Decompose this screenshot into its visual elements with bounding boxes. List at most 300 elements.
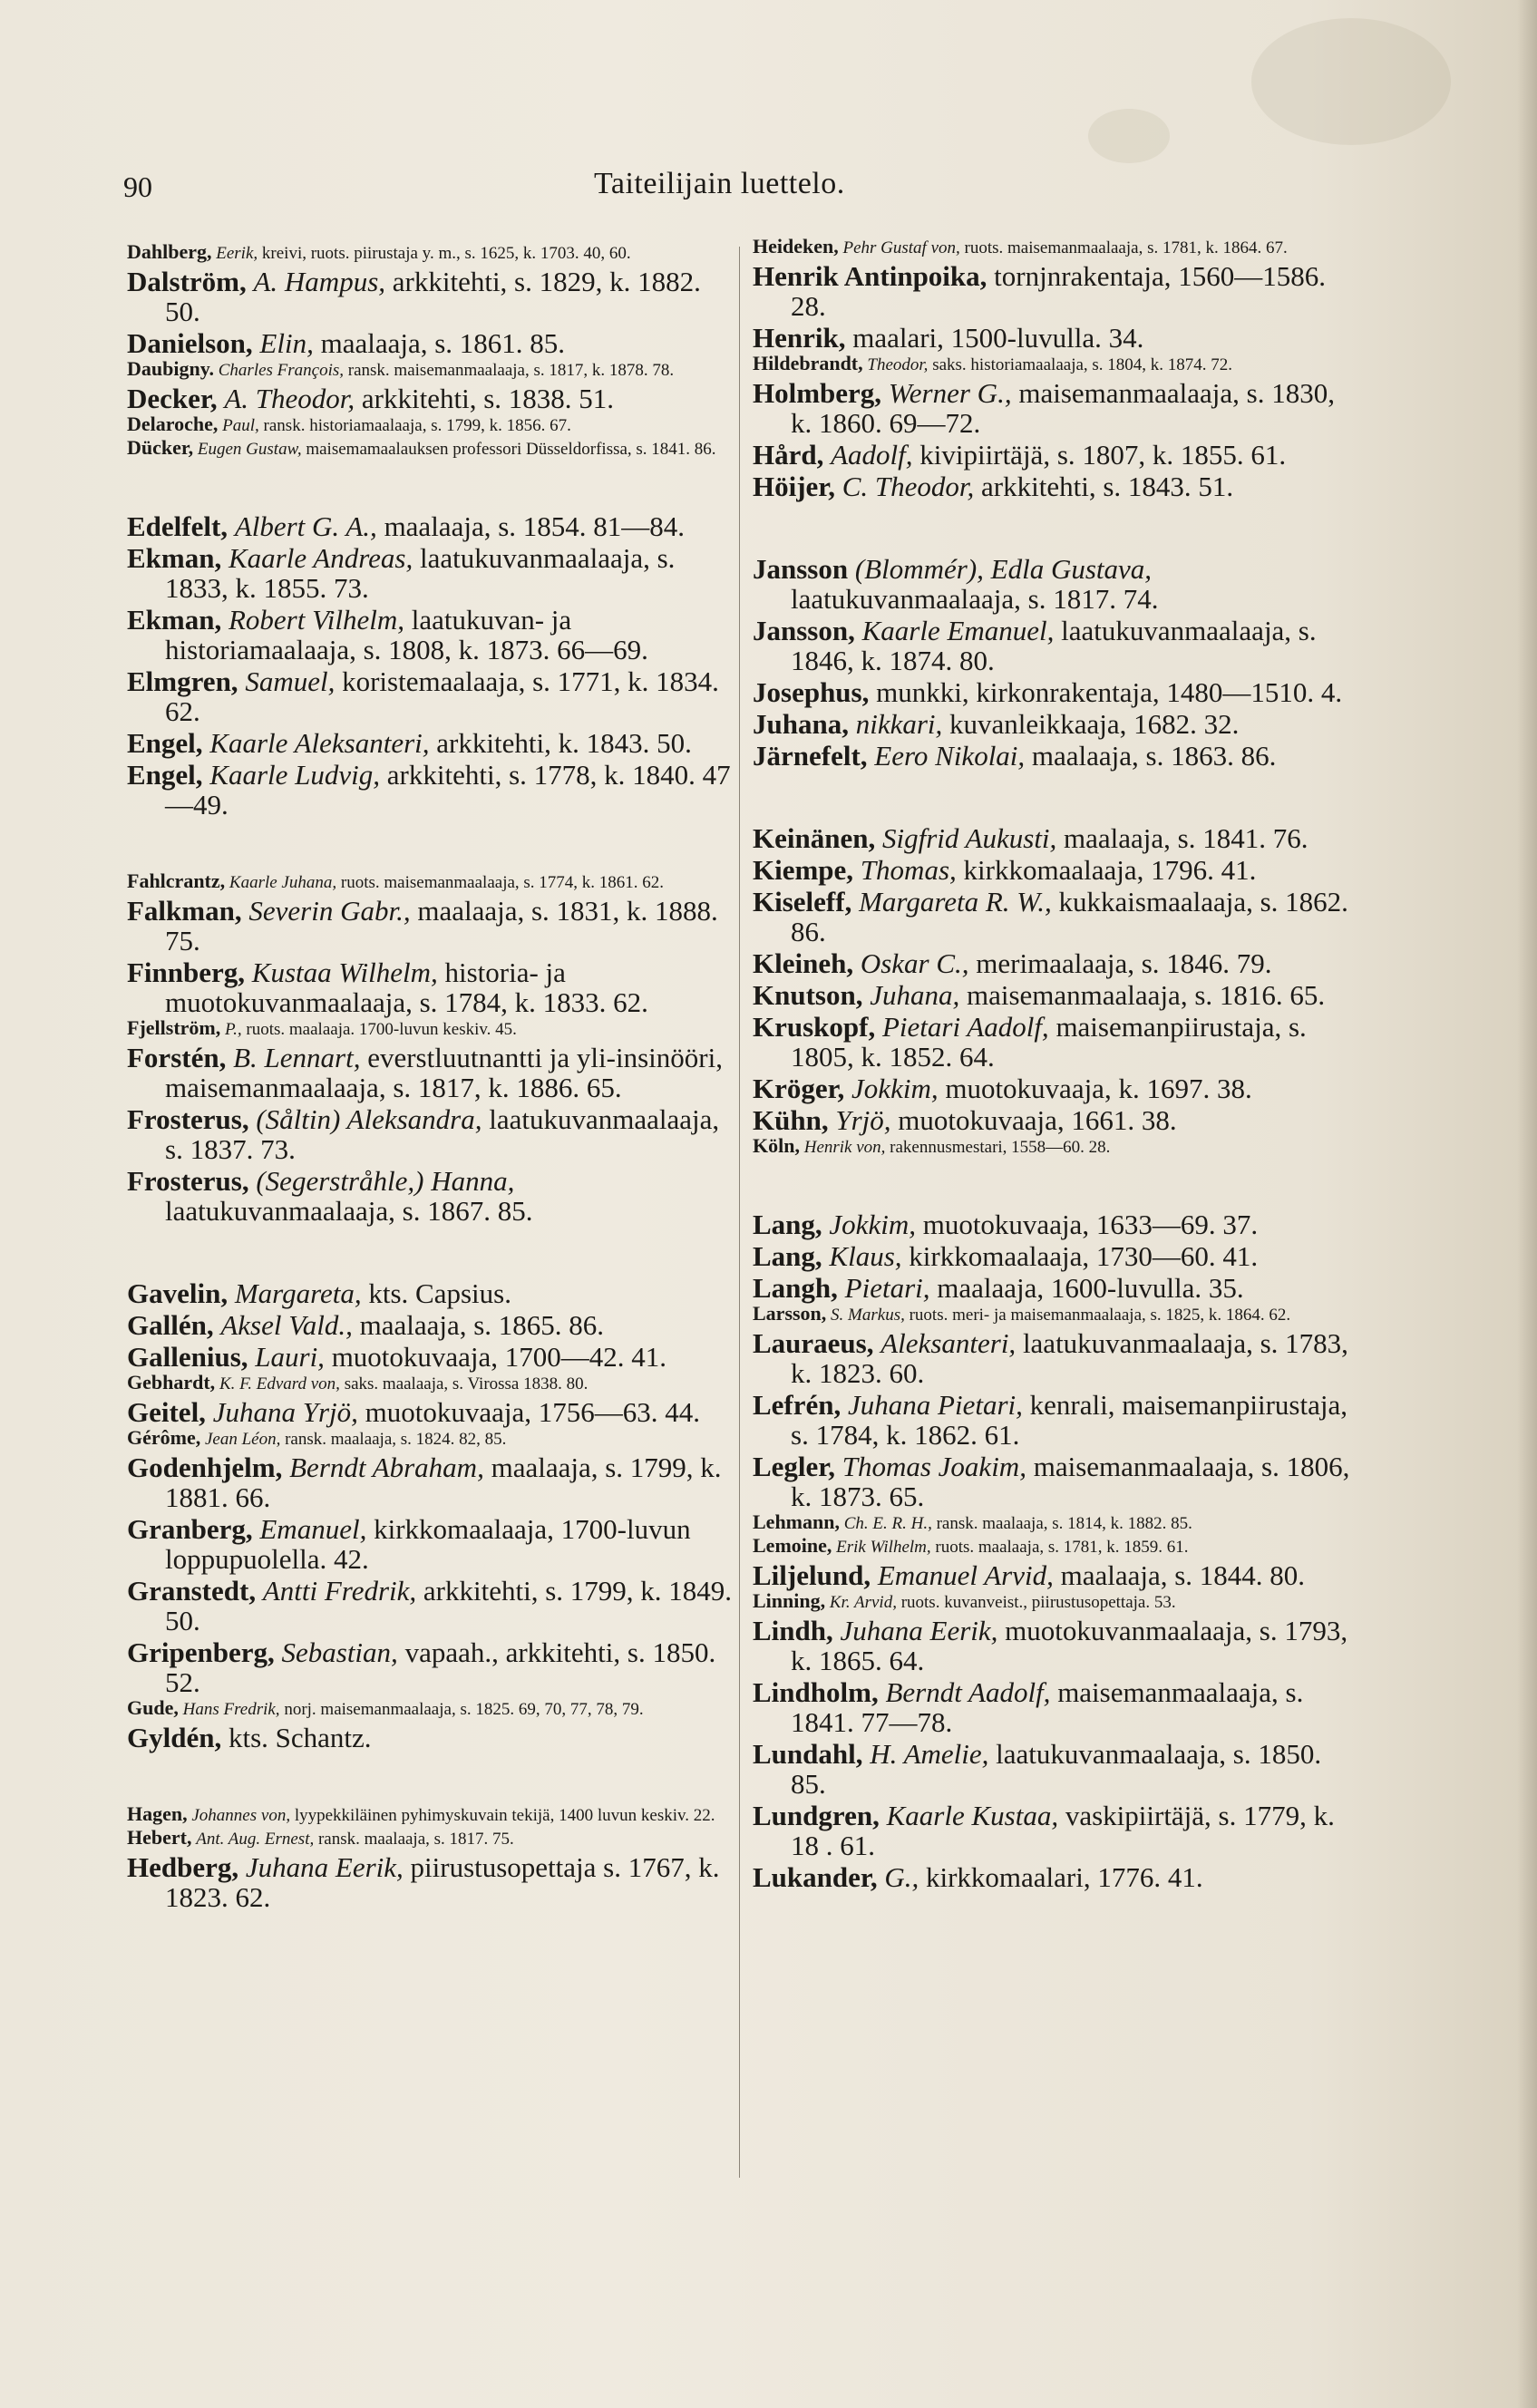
entry-surname: Delaroche, (127, 413, 219, 435)
entry-given-name: Kustaa Wilhelm, (251, 956, 438, 988)
entry-detail: kts. Capsius. (368, 1277, 511, 1309)
entry-surname: Lehmann, (753, 1510, 840, 1533)
index-entry (753, 1739, 1358, 1799)
entry-detail: laatukuvanmaalaaja, s. 1867. 85. (165, 1195, 533, 1227)
index-entry (753, 1616, 1358, 1675)
entry-surname: Fjellström, (127, 1016, 221, 1039)
entry-given-name: Aadolf, (831, 439, 913, 471)
letter-group (753, 235, 1358, 502)
entry-detail: laatukuvanmaalaaja, s. 1850. 85. (791, 1738, 1322, 1800)
entry-surname: Hildebrandt, (753, 352, 863, 374)
entry-surname: Geitel, (127, 1396, 206, 1428)
letter-group (127, 240, 733, 459)
paper-stain (1088, 109, 1170, 163)
entry-given-name: (Såltin) Aleksandra, (256, 1103, 482, 1135)
entry-detail: arkkitehti, s. 1778, k. 1840. 47—49. (165, 759, 731, 820)
entry-detail: arkkitehti, s. 1829, k. 1882. 50. (165, 266, 701, 327)
entry-detail: kirkkomaalaaja, 1700-luvun loppupuolella. 42. (165, 1513, 691, 1575)
entry-surname: Dahlberg, (127, 240, 212, 263)
index-entry (127, 1342, 733, 1372)
index-entry (127, 869, 733, 892)
letter-group (127, 869, 733, 1227)
entry-detail: muotokuvaaja, 1661. 38. (898, 1104, 1177, 1136)
entry-surname: Keinänen, (753, 822, 876, 854)
index-entry (753, 980, 1358, 1010)
entry-given-name: Emanuel, (259, 1513, 367, 1545)
index-entry (127, 1426, 733, 1449)
entry-surname: Lemoine, (753, 1534, 832, 1557)
index-entry (753, 1510, 1358, 1533)
entry-given-name: Kaarle Andreas, (228, 542, 413, 574)
entry-surname: Ekman, (127, 542, 222, 574)
index-entry (127, 605, 733, 665)
entry-given-name: Ant. Aug. Ernest, (196, 1830, 315, 1849)
entry-given-name: Thomas Joakim, (841, 1451, 1026, 1482)
index-entry (753, 1534, 1358, 1557)
index-entry (127, 1514, 733, 1574)
index-entry (753, 1560, 1358, 1590)
entry-surname: Lundahl, (753, 1738, 863, 1770)
entry-detail: maalaaja, s. 1831, k. 1888. 75. (165, 895, 718, 956)
index-entry (753, 855, 1358, 885)
index-entry (753, 1209, 1358, 1239)
entry-detail: ransk. maalaaja, s. 1814, k. 1882. 85. (936, 1514, 1192, 1533)
entry-detail: maalaaja, 1600-luvulla. 35. (937, 1272, 1244, 1304)
entry-surname: Jansson (753, 553, 849, 585)
entry-detail: munkki, kirkonrakentaja, 1480—1510. 4. (876, 676, 1343, 708)
entry-given-name: Hans Fredrik, (182, 1700, 280, 1719)
index-entry (753, 1273, 1358, 1303)
entry-detail: arkkitehti, s. 1799, k. 1849. 50. (165, 1575, 733, 1636)
entry-detail: kenrali, maisemanpiirustaja, s. 1784, k. 1862. 61. (791, 1389, 1347, 1451)
index-entry (127, 728, 733, 758)
entry-detail: ransk. maalaaja, s. 1817. 75. (317, 1830, 514, 1849)
entry-surname: Köln, (753, 1134, 800, 1157)
entry-given-name: G., (884, 1861, 919, 1893)
entry-surname: Langh, (753, 1272, 838, 1304)
entry-given-name: Kaarle Juhana, (229, 873, 337, 892)
entry-detail: ruots. kuvanveist., piirustusopettaja. 53. (900, 1593, 1176, 1612)
entry-detail: laatukuvanmaalaaja, s. 1817. 74. (791, 583, 1159, 615)
entry-given-name: Pehr Gustaf von, (842, 238, 960, 257)
right-column (753, 235, 1358, 1945)
entry-surname: Juhana, (753, 708, 849, 740)
entry-surname: Lefrén, (753, 1389, 841, 1421)
index-entry (127, 1576, 733, 1636)
entry-detail: kirkkomaalari, 1776. 41. (925, 1861, 1203, 1893)
paper-stain (1251, 18, 1451, 145)
entry-given-name: Jean Léon, (204, 1430, 281, 1449)
letter-group (127, 1278, 733, 1753)
index-entry (753, 261, 1358, 321)
entry-surname: Granberg, (127, 1513, 253, 1545)
entry-surname: Engel, (127, 759, 203, 791)
running-title: Taiteilijain luettelo. (594, 167, 845, 200)
index-entry (127, 436, 733, 459)
entry-detail: arkkitehti, s. 1843. 51. (981, 471, 1234, 502)
index-entry (753, 1589, 1358, 1612)
entry-given-name: Werner G., (888, 377, 1012, 409)
entry-given-name: Elin, (259, 327, 314, 359)
entry-given-name: Kr. Arvid, (829, 1593, 897, 1612)
left-column (127, 240, 733, 1965)
entry-given-name: Kaarle Aleksanteri, (209, 727, 430, 759)
entry-detail: saks. maalaaja, s. Virossa 1838. 80. (344, 1374, 589, 1393)
entry-given-name: Oskar C., (860, 947, 969, 979)
entry-given-name: Pietari Aadolf, (881, 1011, 1049, 1043)
entry-surname: Decker, (127, 383, 218, 414)
entry-detail: laatukuvan- ja historiamaalaaja, s. 1808, k. 1873. 66—69. (165, 604, 648, 665)
entry-surname: Fahlcrantz, (127, 869, 226, 892)
entry-detail: maalaaja, s. 1841. 76. (1064, 822, 1308, 854)
entry-surname: Ekman, (127, 604, 222, 636)
entry-given-name: A. Hampus, (253, 266, 386, 297)
entry-surname: Liljelund, (753, 1559, 871, 1591)
entry-surname: Lindholm, (753, 1676, 879, 1708)
entry-surname: Larsson, (753, 1302, 827, 1325)
index-entry (753, 1073, 1358, 1103)
index-entry (127, 543, 733, 603)
entry-given-name: Charles François, (218, 361, 345, 380)
index-entry (753, 378, 1358, 438)
index-entry (753, 709, 1358, 739)
entry-surname: Frosterus, (127, 1103, 249, 1135)
entry-given-name: (Blommér), Edla Gustava, (854, 553, 1153, 585)
entry-given-name: Sebastian, (281, 1636, 398, 1668)
entry-given-name: K. F. Edvard von, (219, 1374, 340, 1393)
entry-detail: arkkitehti, k. 1843. 50. (436, 727, 692, 759)
letter-group (127, 1802, 733, 1913)
entry-given-name: Erik Wilhelm, (836, 1538, 931, 1557)
entry-given-name: Juhana Yrjö, (212, 1396, 358, 1428)
entry-surname: Dalström, (127, 266, 247, 297)
index-entry (127, 1016, 733, 1039)
index-entry (127, 1278, 733, 1308)
entry-surname: Lundgren, (753, 1800, 880, 1831)
index-entry (753, 948, 1358, 978)
index-entry (753, 354, 1358, 374)
entry-given-name: Margareta, (234, 1277, 362, 1309)
entry-given-name: Pietari, (844, 1272, 930, 1304)
entry-surname: Linning, (753, 1589, 826, 1612)
entry-surname: Jansson, (753, 615, 855, 646)
entry-given-name: H. Amelie, (870, 1738, 989, 1770)
entry-given-name: Antti Fredrik, (262, 1575, 417, 1607)
index-entry (127, 1696, 733, 1719)
index-entry (753, 1302, 1358, 1325)
entry-detail: ruots. maalaaja. 1700-luvun keskiv. 45. (246, 1020, 517, 1039)
index-entry (753, 1452, 1358, 1511)
entry-detail: muotokuvaaja, 1633—69. 37. (922, 1209, 1259, 1240)
entry-detail: maisemanmaalaaja, s. 1816. 65. (967, 979, 1326, 1011)
entry-surname: Godenhjelm, (127, 1452, 283, 1483)
entry-surname: Gripenberg, (127, 1636, 275, 1668)
page-number: 90 (123, 170, 152, 203)
letter-group (753, 823, 1358, 1157)
entry-surname: Hebert, (127, 1826, 192, 1849)
entry-detail: kirkkomaalaaja, 1730—60. 41. (909, 1240, 1259, 1272)
index-entry (753, 440, 1358, 470)
entry-given-name: Sigfrid Aukusti, (881, 822, 1057, 854)
index-entry (127, 511, 733, 541)
page-header (0, 167, 1537, 212)
entry-surname: Höijer, (753, 471, 835, 502)
entry-detail: vapaah., arkkitehti, s. 1850. 52. (165, 1636, 716, 1698)
letter-group (753, 554, 1358, 771)
entry-detail: laatukuvanmaalaaja, s. 1783, k. 1823. 60. (791, 1327, 1348, 1389)
entry-detail: muotokuvanmaalaaja, s. 1793, k. 1865. 64. (791, 1615, 1348, 1676)
entry-surname: Granstedt, (127, 1575, 257, 1607)
index-entry (753, 1677, 1358, 1737)
entry-surname: Legler, (753, 1451, 835, 1482)
entry-surname: Daubigny. (127, 357, 214, 380)
entry-detail: vaskipiirtäjä, s. 1779, k. 18 . 61. (791, 1800, 1335, 1861)
entry-surname: Gérôme, (127, 1426, 201, 1449)
index-entry (127, 384, 733, 413)
index-entry (753, 235, 1358, 257)
index-entry (753, 1801, 1358, 1860)
index-entry (127, 957, 733, 1017)
entry-given-name: Samuel, (245, 665, 336, 697)
entry-detail: laatukuvanmaalaaja, s. 1837. 73. (165, 1103, 720, 1165)
entry-given-name: nikkari, (855, 708, 943, 740)
index-entry (753, 616, 1358, 675)
entry-detail: muotokuvaaja, k. 1697. 38. (945, 1073, 1252, 1104)
entry-given-name: Lauri, (255, 1341, 325, 1373)
entry-surname: Knutson, (753, 979, 863, 1011)
entry-given-name: Thomas, (860, 854, 957, 886)
entry-surname: Hedberg, (127, 1851, 239, 1883)
entry-given-name: A. Theodor, (224, 383, 355, 414)
entry-surname: Edelfelt, (127, 510, 229, 542)
entry-given-name: Jokkim, (829, 1209, 916, 1240)
entry-surname: Hård, (753, 439, 824, 471)
entry-surname: Kiseleff, (753, 886, 852, 918)
index-entry (127, 1371, 733, 1393)
letter-group (127, 511, 733, 820)
entry-given-name: P., (224, 1020, 242, 1039)
entry-given-name: Margareta R. W., (859, 886, 1052, 918)
entry-surname: Josephus, (753, 676, 870, 708)
index-entry (127, 1397, 733, 1427)
entry-surname: Hagen, (127, 1802, 188, 1825)
index-entry (753, 471, 1358, 501)
entry-surname: Gyldén, (127, 1722, 222, 1753)
entry-detail: maalaaja, s. 1861. 85. (320, 327, 566, 359)
entry-surname: Lukander, (753, 1861, 878, 1893)
entry-surname: Kruskopf, (753, 1011, 876, 1043)
entry-detail: laatukuvanmaalaaja, s. 1846, k. 1874. 80. (791, 615, 1317, 676)
index-entry (127, 328, 733, 358)
entry-detail: koristemaalaaja, s. 1771, k. 1834. 62. (165, 665, 719, 727)
index-entry (127, 357, 733, 380)
index-entry (753, 323, 1358, 353)
entry-surname: Engel, (127, 727, 203, 759)
entry-detail: maalaaja, s. 1799, k. 1881. 66. (165, 1452, 722, 1513)
entry-detail: ransk. maisemanmaalaaja, s. 1817, k. 1878. 78. (347, 361, 675, 380)
index-entry (753, 1241, 1358, 1271)
entry-detail: ruots. maisemanmaalaaja, s. 1781, k. 1864. 67. (964, 238, 1288, 257)
entry-surname: Kühn, (753, 1104, 829, 1136)
index-entry (753, 887, 1358, 947)
entry-detail: kts. Schantz. (228, 1722, 372, 1753)
entry-detail: kuvanleikkaaja, 1682. 32. (949, 708, 1240, 740)
index-entry (127, 1723, 733, 1753)
entry-given-name: Juhana Eerik, (840, 1615, 998, 1646)
entry-given-name: Juhana Pietari, (848, 1389, 1023, 1421)
entry-surname: Gebhardt, (127, 1371, 216, 1393)
entry-given-name: Albert G. A., (234, 510, 377, 542)
entry-given-name: Eero Nikolai, (874, 740, 1026, 772)
index-entry (753, 741, 1358, 771)
entry-given-name: Severin Gabr., (248, 895, 411, 927)
index-entry (127, 1310, 733, 1340)
entry-surname: Finnberg, (127, 956, 246, 988)
letter-group (753, 1209, 1358, 1892)
entry-detail: maalaaja, s. 1844. 80. (1060, 1559, 1306, 1591)
entry-detail: muotokuvaaja, 1756—63. 44. (365, 1396, 700, 1428)
entry-detail: ruots. meri- ja maisemanmaalaaja, s. 1825, k. 1864. 62. (909, 1306, 1291, 1325)
entry-detail: muotokuvaaja, 1700—42. 41. (331, 1341, 667, 1373)
index-entry (753, 1012, 1358, 1072)
entry-given-name: Yrjö, (835, 1104, 891, 1136)
entry-given-name: Jokkim, (851, 1073, 939, 1104)
entry-given-name: Eerik, (216, 244, 258, 263)
entry-detail: maalaaja, s. 1863. 86. (1031, 740, 1277, 772)
entry-detail: lyypekkiläinen pyhimyskuvain tekijä, 1400 luvun keskiv. 22. (294, 1806, 715, 1825)
entry-given-name: Aksel Vald., (220, 1309, 353, 1341)
entry-surname: Henrik, (753, 322, 846, 354)
entry-detail: laatukuvanmaalaaja, s. 1833, k. 1855. 73. (165, 542, 676, 604)
entry-surname: Falkman, (127, 895, 242, 927)
index-entry (127, 415, 733, 435)
entry-surname: Lang, (753, 1209, 822, 1240)
entry-given-name: Robert Vilhelm, (228, 604, 404, 636)
index-entry (753, 1862, 1358, 1892)
entry-surname: Kröger, (753, 1073, 845, 1104)
entry-surname: Heideken, (753, 235, 839, 257)
index-entry (753, 554, 1358, 614)
entry-surname: Danielson, (127, 327, 253, 359)
entry-surname: Holmberg, (753, 377, 882, 409)
entry-detail: merimaalaaja, s. 1846. 79. (976, 947, 1272, 979)
index-entry (753, 1390, 1358, 1450)
index-entry (753, 1328, 1358, 1388)
entry-given-name: (Segerstråhle,) Hanna, (256, 1165, 515, 1197)
entry-surname: Järnefelt, (753, 740, 868, 772)
entry-given-name: Ch. E. R. H., (843, 1514, 932, 1533)
entry-detail: rakennusmestari, 1558—60. 28. (890, 1138, 1111, 1157)
entry-detail: norj. maisemanmaalaaja, s. 1825. 69, 70, 77, 78, 79. (284, 1700, 644, 1719)
index-entry (753, 823, 1358, 853)
page-spine-shadow (1517, 0, 1537, 2408)
entry-detail: ruots. maisemanmaalaaja, s. 1774, k. 1861. 62. (340, 873, 665, 892)
index-entry (127, 1637, 733, 1697)
entry-given-name: Aleksanteri, (880, 1327, 1017, 1359)
entry-given-name: C. Theodor, (841, 471, 975, 502)
entry-given-name: Juhana Eerik, (245, 1851, 404, 1883)
entry-given-name: Johannes von, (191, 1806, 291, 1825)
entry-given-name: Eugen Gustaw, (197, 440, 302, 459)
entry-surname: Elmgren, (127, 665, 238, 697)
entry-detail: historia- ja muotokuvanmaalaaja, s. 1784, k. 1833. 62. (165, 956, 648, 1018)
index-entry (127, 1452, 733, 1512)
entry-surname: Henrik Antinpoika, (753, 260, 987, 292)
entry-given-name: Theodor, (867, 355, 929, 374)
entry-given-name: B. Lennart, (233, 1042, 361, 1073)
entry-given-name: Kaarle Kustaa, (886, 1800, 1059, 1831)
entry-surname: Lang, (753, 1240, 822, 1272)
column-divider (739, 247, 740, 2178)
entry-given-name: Henrik von, (803, 1138, 886, 1157)
entry-detail: kreivi, ruots. piirustaja y. m., s. 1625, k. 1703. 40, 60. (261, 244, 631, 263)
entry-detail: maisemanmaalaaja, s. 1841. 77—78. (791, 1676, 1304, 1738)
entry-detail: maisemamaalauksen professori Düsseldorfissa, s. 1841. 86. (306, 440, 716, 459)
entry-detail: ransk. maalaaja, s. 1824. 82, 85. (285, 1430, 507, 1449)
entry-detail: maisemanmaalaaja, s. 1806, k. 1873. 65. (791, 1451, 1350, 1512)
entry-detail: kirkkomaalaaja, 1796. 41. (963, 854, 1257, 886)
index-entry (127, 760, 733, 820)
entry-surname: Gallén, (127, 1309, 214, 1341)
index-entry (127, 267, 733, 326)
entry-surname: Lauraeus, (753, 1327, 874, 1359)
index-entry (127, 1826, 733, 1849)
entry-detail: maisemanpiirustaja, s. 1805, k. 1852. 64. (791, 1011, 1307, 1073)
entry-detail: kukkaismaalaaja, s. 1862. 86. (791, 886, 1348, 947)
entry-detail: piirustusopettaja s. 1767, k. 1823. 62. (165, 1851, 720, 1913)
entry-detail: saks. historiamaalaaja, s. 1804, k. 1874. 72. (932, 355, 1233, 374)
entry-detail: ransk. historiamaalaaja, s. 1799, k. 1856. 67. (263, 416, 571, 435)
index-entry (127, 1104, 733, 1164)
entry-detail: maalari, 1500-luvulla. 34. (852, 322, 1144, 354)
index-entry (753, 1105, 1358, 1135)
index-entry (127, 240, 733, 263)
entry-detail: maalaaja, s. 1854. 81—84. (384, 510, 686, 542)
entry-surname: Kleineh, (753, 947, 854, 979)
entry-surname: Lindh, (753, 1615, 833, 1646)
entry-surname: Kiempe, (753, 854, 854, 886)
entry-detail: everstluutnantti ja yli-insinööri, maisemanmaalaaja, s. 1817, k. 1886. 65. (165, 1042, 723, 1103)
entry-given-name: Kaarle Ludvig, (209, 759, 381, 791)
entry-detail: maisemanmaalaaja, s. 1830, k. 1860. 69—72. (791, 377, 1335, 439)
entry-given-name: Berndt Abraham, (289, 1452, 484, 1483)
index-entry (127, 1043, 733, 1102)
entry-given-name: Berndt Aadolf, (885, 1676, 1051, 1708)
entry-given-name: Emanuel Arvid, (877, 1559, 1054, 1591)
index-entry (127, 666, 733, 726)
entry-surname: Frosterus, (127, 1165, 249, 1197)
index-entry (127, 1166, 733, 1226)
index-entry (127, 896, 733, 956)
entry-given-name: Klaus, (829, 1240, 902, 1272)
index-entry (127, 1802, 733, 1825)
entry-detail: arkkitehti, s. 1838. 51. (361, 383, 615, 414)
entry-given-name: Kaarle Emanuel, (861, 615, 1055, 646)
entry-detail: maalaaja, s. 1865. 86. (359, 1309, 605, 1341)
entry-detail: tornjnrakentaja, 1560—1586. 28. (791, 260, 1327, 322)
entry-detail: kivipiirtäjä, s. 1807, k. 1855. 61. (919, 439, 1287, 471)
entry-surname: Gude, (127, 1696, 179, 1719)
entry-detail: ruots. maalaaja, s. 1781, k. 1859. 61. (935, 1538, 1189, 1557)
entry-surname: Gallenius, (127, 1341, 248, 1373)
entry-given-name: S. Markus, (831, 1306, 905, 1325)
entry-given-name: Juhana, (870, 979, 960, 1011)
index-entry (127, 1852, 733, 1912)
index-entry (753, 677, 1358, 707)
entry-given-name: Paul, (222, 416, 259, 435)
entry-surname: Forstén, (127, 1042, 227, 1073)
index-entry (753, 1134, 1358, 1157)
